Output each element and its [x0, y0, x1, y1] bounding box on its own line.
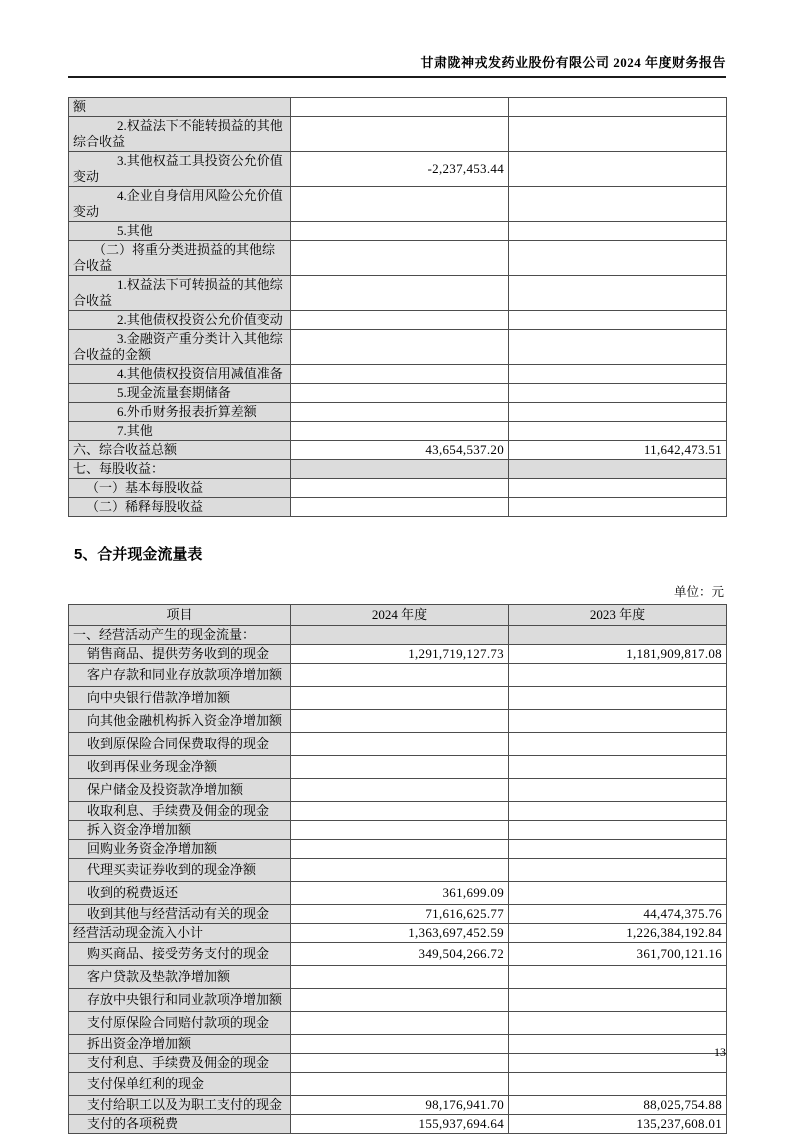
item-label-cell: 支付的各项税费: [69, 1115, 291, 1134]
table-row: [69, 645, 727, 664]
value-2024-cell: [291, 403, 509, 422]
table-row: [69, 498, 727, 517]
value-2023-cell: [509, 821, 727, 840]
item-label-cell: 支付保单红利的现金: [69, 1073, 291, 1096]
value-2023-cell: [509, 311, 727, 330]
table-row: [69, 187, 727, 222]
value-2024-cell: 98,176,941.70: [291, 1096, 509, 1115]
value-2023-cell: [509, 756, 727, 779]
value-2023-cell: [509, 626, 727, 645]
table-row: [69, 882, 727, 905]
item-label-cell: 1.权益法下可转损益的其他综合收益: [69, 276, 291, 311]
value-2023-cell: [509, 840, 727, 859]
value-2024-cell: [291, 1035, 509, 1054]
item-label-cell: 收到其他与经营活动有关的现金: [69, 905, 291, 924]
item-label-cell: 3.其他权益工具投资公允价值变动: [69, 152, 291, 187]
value-2023-cell: 1,181,909,817.08: [509, 645, 727, 664]
value-2023-cell: [509, 117, 727, 152]
item-label-cell: 收到原保险合同保费取得的现金: [69, 733, 291, 756]
value-2023-cell: 11,642,473.51: [509, 441, 727, 460]
value-2023-cell: [509, 1073, 727, 1096]
column-header: 项目: [69, 605, 291, 626]
value-2023-cell: [509, 330, 727, 365]
table-row: [69, 311, 727, 330]
value-2024-cell: [291, 460, 509, 479]
table-row: [69, 924, 727, 943]
item-label-cell: 4.企业自身信用风险公允价值变动: [69, 187, 291, 222]
table-row: [69, 276, 727, 311]
value-2023-cell: [509, 1012, 727, 1035]
value-2024-cell: [291, 311, 509, 330]
value-2023-cell: [509, 687, 727, 710]
item-label-cell: 3.金融资产重分类计入其他综合收益的金额: [69, 330, 291, 365]
table-row: [69, 1054, 727, 1073]
item-label-cell: 客户贷款及垫款净增加额: [69, 966, 291, 989]
value-2024-cell: [291, 966, 509, 989]
table-row: [69, 479, 727, 498]
column-header: 2024 年度: [291, 605, 509, 626]
value-2023-cell: 135,237,608.01: [509, 1115, 727, 1134]
value-2024-cell: [291, 664, 509, 687]
value-2024-cell: 361,699.09: [291, 882, 509, 905]
value-2024-cell: [291, 479, 509, 498]
table-row: [69, 1073, 727, 1096]
value-2023-cell: [509, 365, 727, 384]
comprehensive-income-table: [68, 97, 727, 517]
value-2024-cell: [291, 802, 509, 821]
table-row: [69, 989, 727, 1012]
page-number: 13: [714, 1045, 726, 1059]
table-row: [69, 1115, 727, 1134]
item-label-cell: 一、经营活动产生的现金流量：: [69, 626, 291, 645]
item-label-cell: 2.其他债权投资公允价值变动: [69, 311, 291, 330]
table-row: [69, 687, 727, 710]
value-2023-cell: [509, 498, 727, 517]
value-2024-cell: [291, 498, 509, 517]
value-2023-cell: [509, 152, 727, 187]
value-2023-cell: 88,025,754.88: [509, 1096, 727, 1115]
item-label-cell: 2.权益法下不能转损益的其他综合收益: [69, 117, 291, 152]
cash-flow-table: [68, 604, 727, 1134]
table-row: [69, 98, 727, 117]
item-label-cell: 六、综合收益总额: [69, 441, 291, 460]
item-label-cell: 支付利息、手续费及佣金的现金: [69, 1054, 291, 1073]
table-row: [69, 460, 727, 479]
item-label-cell: （一）基本每股收益: [69, 479, 291, 498]
value-2024-cell: [291, 821, 509, 840]
value-2024-cell: [291, 710, 509, 733]
value-2024-cell: [291, 859, 509, 882]
item-label-cell: 收到再保业务现金净额: [69, 756, 291, 779]
item-label-cell: 客户存款和同业存放款项净增加额: [69, 664, 291, 687]
table-row: [69, 905, 727, 924]
table-row: [69, 384, 727, 403]
item-label-cell: 销售商品、提供劳务收到的现金: [69, 645, 291, 664]
value-2023-cell: [509, 384, 727, 403]
item-label-cell: 收到的税费返还: [69, 882, 291, 905]
item-label-cell: 拆出资金净增加额: [69, 1035, 291, 1054]
value-2023-cell: [509, 422, 727, 441]
item-label-cell: 额: [69, 98, 291, 117]
table-row: [69, 802, 727, 821]
item-label-cell: 7.其他: [69, 422, 291, 441]
value-2024-cell: [291, 687, 509, 710]
value-2023-cell: [509, 222, 727, 241]
value-2024-cell: 43,654,537.20: [291, 441, 509, 460]
item-label-cell: 5.其他: [69, 222, 291, 241]
value-2023-cell: [509, 460, 727, 479]
value-2023-cell: [509, 859, 727, 882]
item-label-cell: 支付原保险合同赔付款项的现金: [69, 1012, 291, 1035]
item-label-cell: 6.外币财务报表折算差额: [69, 403, 291, 422]
value-2023-cell: [509, 989, 727, 1012]
unit-label: 单位：元: [673, 585, 724, 599]
value-2023-cell: [509, 98, 727, 117]
value-2024-cell: -2,237,453.44: [291, 152, 509, 187]
value-2024-cell: [291, 840, 509, 859]
table-row: [69, 821, 727, 840]
item-label-cell: 4.其他债权投资信用减值准备: [69, 365, 291, 384]
value-2023-cell: 44,474,375.76: [509, 905, 727, 924]
value-2024-cell: [291, 117, 509, 152]
value-2024-cell: [291, 241, 509, 276]
item-label-cell: 七、每股收益：: [69, 460, 291, 479]
value-2023-cell: [509, 1054, 727, 1073]
item-label-cell: 代理买卖证券收到的现金净额: [69, 859, 291, 882]
table-row: [69, 441, 727, 460]
value-2024-cell: [291, 276, 509, 311]
table-row: [69, 241, 727, 276]
table-row: [69, 966, 727, 989]
item-label-cell: 购买商品、接受劳务支付的现金: [69, 943, 291, 966]
value-2024-cell: [291, 422, 509, 441]
value-2023-cell: [509, 1035, 727, 1054]
value-2023-cell: [509, 403, 727, 422]
value-2023-cell: [509, 779, 727, 802]
value-2024-cell: 349,504,266.72: [291, 943, 509, 966]
table-row: [69, 330, 727, 365]
item-label-cell: 存放中央银行和同业款项净增加额: [69, 989, 291, 1012]
report-header-title: 甘肃陇神戎发药业股份有限公司 2024 年度财务报告: [420, 55, 726, 70]
item-label-cell: 拆入资金净增加额: [69, 821, 291, 840]
table-row: [69, 222, 727, 241]
value-2023-cell: [509, 966, 727, 989]
value-2024-cell: [291, 187, 509, 222]
value-2024-cell: [291, 1012, 509, 1035]
value-2023-cell: [509, 882, 727, 905]
value-2023-cell: [509, 187, 727, 222]
value-2024-cell: [291, 733, 509, 756]
value-2023-cell: [509, 664, 727, 687]
value-2023-cell: [509, 802, 727, 821]
value-2024-cell: [291, 779, 509, 802]
item-label-cell: 支付给职工以及为职工支付的现金: [69, 1096, 291, 1115]
value-2023-cell: [509, 276, 727, 311]
table-row: [69, 365, 727, 384]
table-row: [69, 403, 727, 422]
table-row: [69, 1035, 727, 1054]
item-label-cell: （二）稀释每股收益: [69, 498, 291, 517]
value-2024-cell: 1,363,697,452.59: [291, 924, 509, 943]
item-label-cell: 保户储金及投资款净增加额: [69, 779, 291, 802]
table-row: [69, 422, 727, 441]
table-row: [69, 859, 727, 882]
value-2023-cell: [509, 479, 727, 498]
value-2024-cell: [291, 222, 509, 241]
table-header-row: [69, 605, 727, 626]
item-label-cell: 向中央银行借款净增加额: [69, 687, 291, 710]
value-2023-cell: [509, 733, 727, 756]
page-header: [68, 0, 726, 78]
page-content: [68, 0, 726, 1134]
section-heading-cash-flow: 5、合并现金流量表: [74, 546, 203, 563]
table-row: [69, 733, 727, 756]
value-2024-cell: 1,291,719,127.73: [291, 645, 509, 664]
table-row: [69, 117, 727, 152]
table-row: [69, 840, 727, 859]
value-2024-cell: [291, 384, 509, 403]
value-2024-cell: [291, 1054, 509, 1073]
table-row: [69, 152, 727, 187]
value-2024-cell: [291, 1073, 509, 1096]
value-2024-cell: [291, 98, 509, 117]
item-label-cell: （二）将重分类进损益的其他综合收益: [69, 241, 291, 276]
value-2023-cell: 1,226,384,192.84: [509, 924, 727, 943]
table-row: [69, 1096, 727, 1115]
value-2024-cell: 71,616,625.77: [291, 905, 509, 924]
item-label-cell: 5.现金流量套期储备: [69, 384, 291, 403]
item-label-cell: 经营活动现金流入小计: [69, 924, 291, 943]
item-label-cell: 向其他金融机构拆入资金净增加额: [69, 710, 291, 733]
value-2024-cell: [291, 626, 509, 645]
item-label-cell: 回购业务资金净增加额: [69, 840, 291, 859]
value-2024-cell: [291, 330, 509, 365]
value-2023-cell: 361,700,121.16: [509, 943, 727, 966]
value-2023-cell: [509, 241, 727, 276]
column-header: 2023 年度: [509, 605, 727, 626]
value-2024-cell: [291, 365, 509, 384]
table-row: [69, 943, 727, 966]
item-label-cell: 收取利息、手续费及佣金的现金: [69, 802, 291, 821]
table-row: [69, 664, 727, 687]
value-2023-cell: [509, 710, 727, 733]
table-row: [69, 779, 727, 802]
value-2024-cell: 155,937,694.64: [291, 1115, 509, 1134]
value-2024-cell: [291, 756, 509, 779]
value-2024-cell: [291, 989, 509, 1012]
table-row: [69, 626, 727, 645]
table-row: [69, 710, 727, 733]
table-row: [69, 1012, 727, 1035]
table-row: [69, 756, 727, 779]
